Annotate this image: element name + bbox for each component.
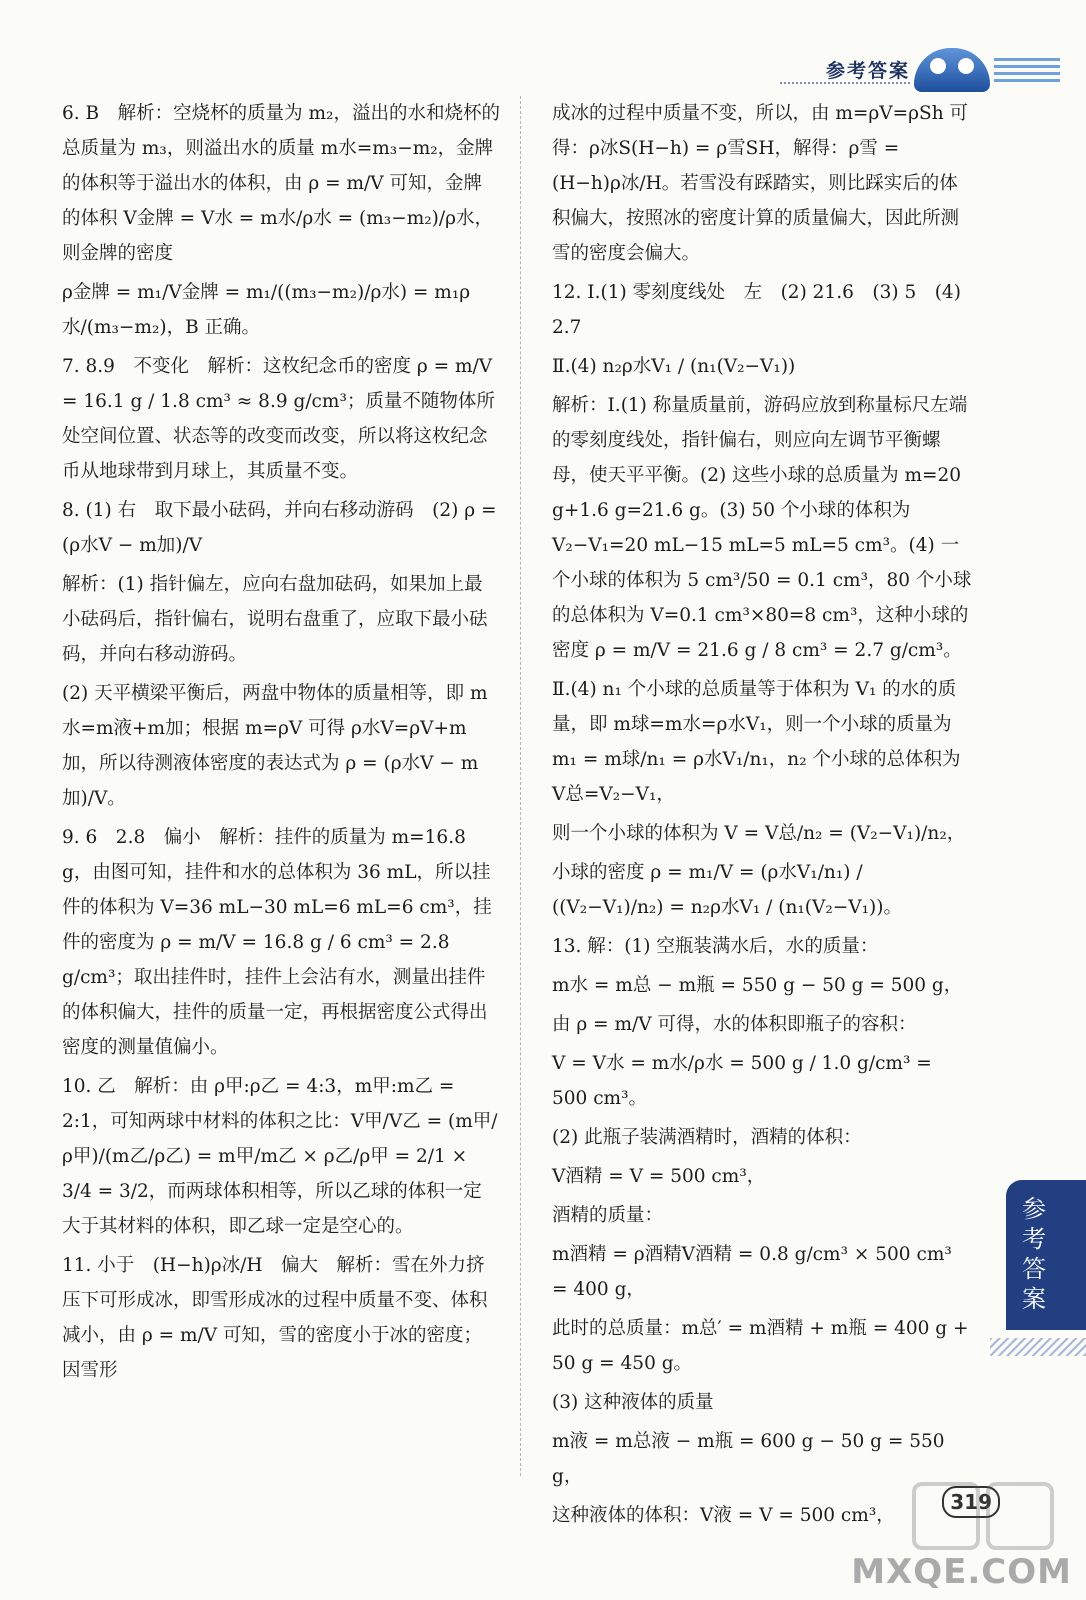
answer-11: 11. 小于 (H−h)ρ冰/H 偏大 解析：雪在外力挤压下可形成冰，即雪形成冰的过程中质量不变、体积减小，由 ρ = m/V 可知，雪的密度小于冰的密度；因雪形 — [62, 1255, 488, 1381]
header-label: 参考答案 — [825, 60, 910, 82]
answer-12-part2: Ⅱ.(4) n₂ρ水V₁ / (n₁(V₂−V₁)) — [552, 356, 796, 377]
answer-8-analysis-2: (2) 天平横梁平衡后，两盘中物体的质量相等，即 m水=m液+m加；根据 m=ρV 可得 ρ水V=ρV+m加，所以待测液体密度的表达式为 ρ = (ρ水V − m加)/V。 — [62, 683, 488, 809]
answer-9: 9. 6 2.8 偏小 解析：挂件的质量为 m=16.8 g，由图可知，挂件和水的总体积为 36 mL，所以挂件的体积为 V=36 mL−30 mL=6 mL=6 cm³，挂件的密度为 ρ = m/V = 16.8 g / 6 cm³ = 2.8 g/cm³；取出挂件时，挂件上会沾有水，测量出挂件的体积偏大，挂件的质量一定，再根据密度公式得出密度的测量值偏小。 — [62, 827, 492, 1058]
side-hatch — [990, 1338, 1086, 1356]
answer-11-continued: 成冰的过程中质量不变，所以，由 m=ρV=ρSh 可得：ρ冰S(H−h) = ρ雪SH，解得：ρ雪 = (H−h)ρ冰/H。若雪没有踩踏实，则比踩实后的体积偏大，按照冰的密度计算的质量偏大，因此所测雪的密度会偏大。 — [552, 103, 969, 264]
answer-13-line: 此时的总质量：m总′ = m酒精 + m瓶 = 400 g + 50 g = 450 g。 — [552, 1318, 969, 1374]
mascot-eye-icon — [958, 58, 974, 74]
answer-13-line: 酒精的质量： — [552, 1205, 664, 1226]
answer-7: 7. 8.9 不变化 解析：这枚纪念币的密度 ρ = m/V = 16.1 g / 1.8 cm³ ≈ 8.9 g/cm³；质量不随物体所处空间位置、状态等的改变而改变，所以将这枚纪念币从地球带到月球上，其质量不变。 — [62, 356, 495, 482]
answer-8-analysis-1: 解析：(1) 指针偏左，应向右盘加砝码，如果加上最小砝码后，指针偏右，说明右盘重了，应取下最小砝码，并向右移动游码。 — [62, 574, 488, 665]
header-dotted-rule — [780, 82, 910, 84]
answer-6-density: ρ金牌 = m₁/V金牌 = m₁/((m₃−m₂)/ρ水) = m₁ρ水/(m₃−m₂)，B 正确。 — [62, 282, 471, 338]
answer-12-analysis: 解析：Ⅰ.(1) 称量质量前，游码应放到称量标尺左端的零刻度线处，指针偏右，则应向左调节平衡螺母，使天平平衡。(2) 这些小球的总质量为 m=20 g+1.6 g=21.6 g。(3) 50 个小球的体积为 V₂−V₁=20 mL−15 mL=5 mL=5 cm³。(4) 一个小球的体积为 5 cm³/50 = 0.1 cm³，80 个小球的总体积为 V=0.1 cm³×80=8 cm³，这种小球的密度 ρ = m/V = 21.6 g / 8 cm³ = 2.7 g/cm³。 — [552, 395, 972, 661]
answer-12-analysis-2: Ⅱ.(4) n₁ 个小球的总质量等于体积为 V₁ 的水的质量，即 m球=m水=ρ水V₁，则一个小球的质量为 m₁ = m球/n₁ = ρ水V₁/n₁，n₂ 个小球的总体积为 V总=V₂−V₁， — [552, 679, 961, 805]
page-number: 319 — [942, 1486, 1000, 1518]
answer-13-line: 这种液体的体积：V液 = V = 500 cm³， — [552, 1505, 895, 1526]
answer-13-line: (3) 这种液体的质量 — [552, 1392, 714, 1413]
page-header — [760, 48, 1060, 92]
watermark-glyph — [912, 1482, 980, 1550]
side-tab — [1006, 1180, 1086, 1330]
answer-12-volume: 则一个小球的体积为 V = V总/n₂ = (V₂−V₁)/n₂， — [552, 823, 966, 844]
answer-13-line: V = V水 = m水/ρ水 = 500 g / 1.0 g/cm³ = 500 cm³。 — [552, 1053, 932, 1109]
answer-13-title: 13. 解：(1) 空瓶装满水后，水的质量： — [552, 936, 879, 957]
answer-8: 8. (1) 右 取下最小砝码，并向右移动游码 (2) ρ = (ρ水V − m加)/V — [62, 500, 497, 556]
answer-13-line: m液 = m总液 − m瓶 = 600 g − 50 g = 550 g， — [552, 1431, 945, 1487]
side-tab-label: 参考答案 — [1022, 1195, 1046, 1313]
mascot-book-icon — [914, 48, 990, 92]
answer-13-line: 由 ρ = m/V 可得，水的体积即瓶子的容积： — [552, 1014, 917, 1035]
watermark-glyph — [986, 1482, 1054, 1550]
answer-13-line: m水 = m总 − m瓶 = 550 g − 50 g = 500 g， — [552, 975, 963, 996]
answer-10: 10. 乙 解析：由 ρ甲:ρ乙 = 4:3，m甲:m乙 = 2:1，可知两球中材料的体积之比：V甲/V乙 = (m甲/ρ甲)/(m乙/ρ乙) = m甲/m乙 × ρ乙/ρ甲 = 2/1 × 3/4 = 3/2，而两球体积相等，所以乙球的体积一定大于其材料的体积，即乙球一定是空心的。 — [62, 1076, 498, 1237]
header-stripes — [994, 58, 1060, 84]
left-column — [62, 96, 500, 1392]
answer-13-line: (2) 此瓶子装满酒精时，酒精的体积： — [552, 1127, 862, 1148]
watermark-text: MXQE.COM — [851, 1552, 1072, 1592]
answer-12: 12. Ⅰ.(1) 零刻度线处 左 (2) 21.6 (3) 5 (4) 2.7 — [552, 282, 961, 338]
answer-6: 6. B 解析：空烧杯的质量为 m₂，溢出的水和烧杯的总质量为 m₃，则溢出水的质量 m水=m₃−m₂，金牌的体积等于溢出水的体积，由 ρ = m/V 可知，金牌的体积 V金牌 = V水 = m水/ρ水 = (m₃−m₂)/ρ水，则金牌的密度 — [62, 103, 500, 264]
answer-13-line: V酒精 = V = 500 cm³， — [552, 1166, 766, 1187]
answer-13-line: m酒精 = ρ酒精V酒精 = 0.8 g/cm³ × 500 cm³ = 400 g， — [552, 1244, 952, 1300]
mascot-eye-icon — [930, 58, 946, 74]
watermark-logo — [912, 1482, 1062, 1562]
column-divider — [520, 96, 521, 1476]
right-column — [552, 96, 972, 1537]
answer-12-density: 小球的密度 ρ = m₁/V = (ρ水V₁/n₁) / ((V₂−V₁)/n₂) = n₂ρ水V₁ / (n₁(V₂−V₁))。 — [552, 862, 902, 918]
